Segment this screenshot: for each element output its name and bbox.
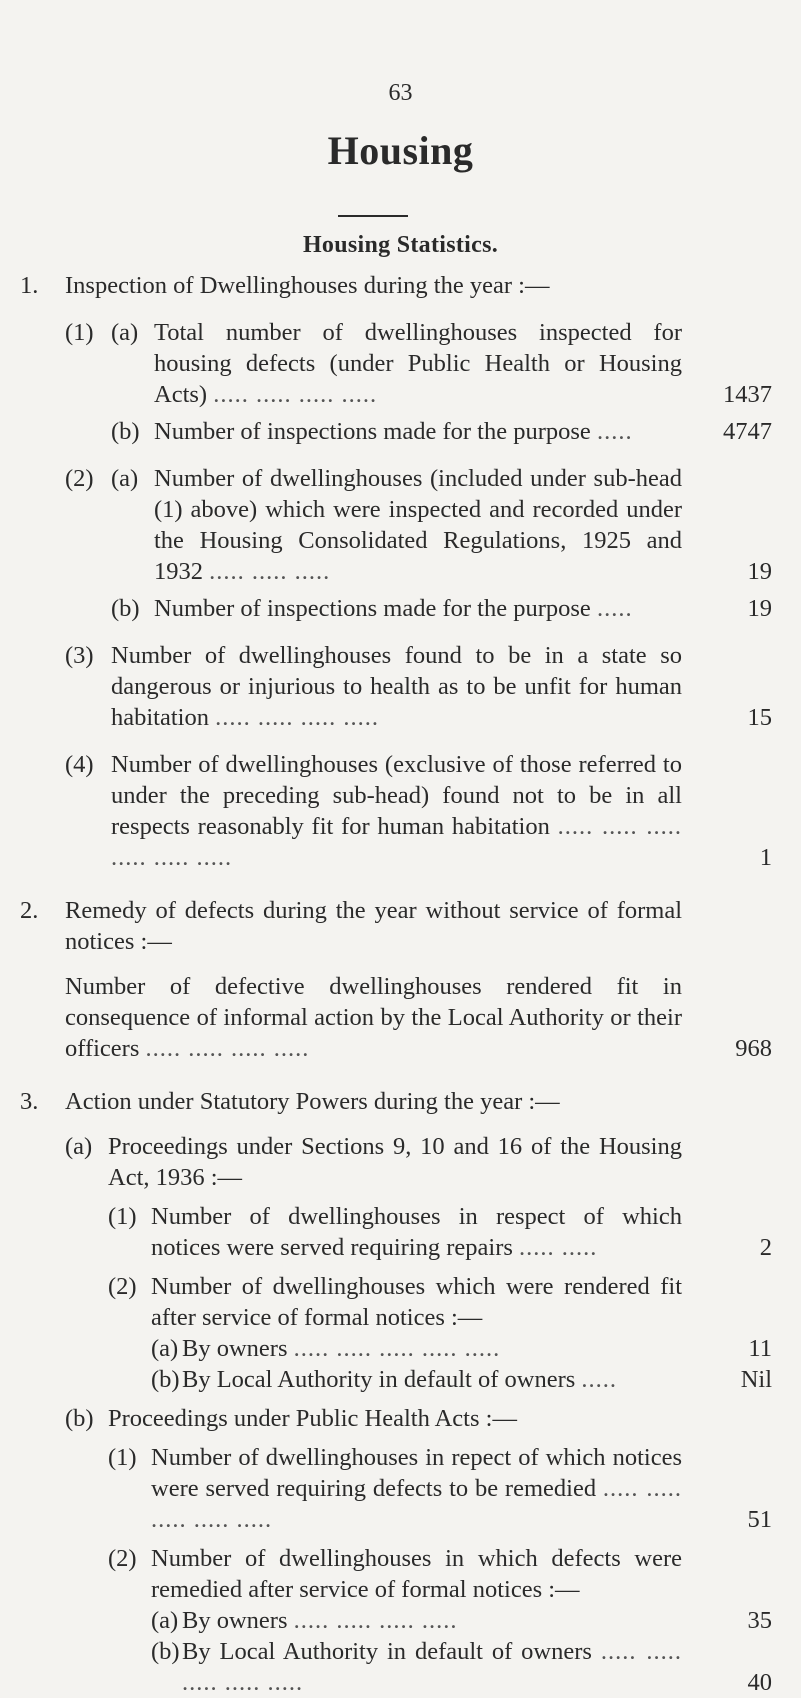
item-label: (a)	[151, 1607, 179, 1634]
item-heading: Number of dwellinghouses which were rendered fit after service of formal notices :—	[151, 1273, 682, 1331]
item-label: (b)	[111, 418, 140, 445]
section-heading: Inspection of Dwellinghouses during the year :—	[65, 272, 550, 299]
item-value: 4747	[723, 418, 772, 445]
item-row	[154, 593, 772, 624]
section-heading: Action under Statutory Powers during the year :—	[65, 1088, 560, 1115]
leader-dots: ..... ..... ..... .....	[215, 704, 379, 731]
item-label: (b)	[151, 1638, 180, 1665]
item-label: (1)	[108, 1444, 137, 1471]
item-text: Number of dwellinghouses in respect of which notices were served requiring repairs	[151, 1203, 682, 1261]
subsection-label: (2)	[65, 465, 94, 492]
item-value: 19	[747, 558, 772, 585]
item-row	[151, 1442, 772, 1535]
subsection-label: (4)	[65, 751, 94, 778]
item-1a	[111, 317, 772, 410]
subsection-2	[65, 463, 772, 624]
section-number: 1.	[20, 272, 39, 299]
item-value: 2	[759, 1234, 772, 1261]
subsection-label: (3)	[65, 642, 94, 669]
item-row	[111, 640, 772, 733]
item-text: By owners	[182, 1335, 288, 1362]
item-row	[154, 416, 772, 447]
item-value: 40	[747, 1669, 772, 1696]
subsection-public-health-acts	[65, 1403, 772, 1698]
item-heading: Number of dwellinghouses in which defects were remedied after service of formal notices :—	[151, 1545, 682, 1603]
item-rendered-fit	[108, 1271, 772, 1395]
leader-dots: .....	[581, 1366, 618, 1393]
leader-dots: ..... ..... ..... .....	[293, 1607, 458, 1634]
leader-dots: ..... ..... ..... ..... .....	[293, 1335, 501, 1362]
item-row	[182, 1636, 772, 1698]
subsection-label: (1)	[65, 319, 94, 346]
item-value: 1437	[723, 381, 772, 408]
leader-dots: ..... ..... ..... .....	[145, 1035, 310, 1062]
title-divider	[338, 215, 408, 217]
item-label: (2)	[108, 1273, 137, 1300]
section-statutory-action	[20, 1086, 772, 1698]
leader-dots: ..... .....	[519, 1234, 598, 1261]
item-value: 11	[748, 1335, 772, 1362]
item-value: 15	[747, 704, 772, 731]
subsection-label: (a)	[65, 1133, 93, 1160]
item-text: By Local Authority in default of owners	[182, 1366, 576, 1393]
section-inspection	[20, 270, 772, 873]
leader-dots: ..... ..... ..... ..... ..... .....	[111, 813, 683, 871]
subsection-heading: Proceedings under Public Health Acts :—	[108, 1405, 517, 1432]
leader-dots: ..... ..... ..... ..... .....	[182, 1638, 683, 1696]
item-label: (a)	[111, 465, 139, 492]
item-by-local-authority	[151, 1636, 772, 1698]
item-2a	[111, 463, 772, 587]
leader-dots: ..... ..... ..... ..... .....	[151, 1475, 683, 1533]
item-by-owners	[151, 1605, 772, 1636]
item-row	[154, 463, 772, 587]
item-text: Number of dwellinghouses (included under sub-head (1) above) which were inspected and recorded under the Housing Consolidated Regulations, 1925 and 1932	[154, 465, 682, 585]
item-by-owners	[151, 1333, 772, 1364]
item-text: Number of dwellinghouses found to be in a state so dangerous or injurious to health as to be unfit for human habitation	[111, 642, 682, 731]
page-number: 63	[388, 80, 413, 106]
item-label: (a)	[111, 319, 139, 346]
item-value: 19	[747, 595, 772, 622]
item-repairs-notices	[108, 1201, 772, 1263]
leader-dots: .....	[596, 595, 633, 622]
item-text: Number of inspections made for the purpose	[154, 595, 591, 622]
item-row	[154, 317, 772, 410]
page-title: Housing	[327, 128, 474, 173]
item-row	[182, 1605, 772, 1636]
section-number: 2.	[20, 897, 39, 924]
section-remedy	[20, 895, 772, 1064]
item-defects-remedied	[108, 1543, 772, 1698]
document-body	[20, 270, 772, 1698]
item-text: By Local Authority in default of owners	[182, 1638, 592, 1665]
subsection-1	[65, 317, 772, 447]
subsection-housing-act	[65, 1131, 772, 1395]
item-label: (b)	[151, 1366, 180, 1393]
item-text: By owners	[182, 1607, 288, 1634]
item-defects-notices	[108, 1442, 772, 1535]
item-by-local-authority	[151, 1364, 772, 1395]
item-text: Total number of dwellinghouses inspected for housing defects (under Public Health or Housing Acts)	[154, 319, 682, 408]
item-value: 35	[747, 1607, 772, 1634]
item-1b	[111, 416, 772, 447]
item-text: Number of dwellinghouses (exclusive of those referred to under the preceding sub-head) found not to be in all respects reasonably fit for human habitation	[111, 751, 682, 840]
item-row	[65, 971, 772, 1064]
item-row	[182, 1364, 772, 1395]
item-label: (b)	[111, 595, 140, 622]
subsection-heading: Proceedings under Sections 9, 10 and 16 of the Housing Act, 1936 :—	[108, 1133, 682, 1191]
item-text: Number of inspections made for the purpose	[154, 418, 591, 445]
subsection-3	[65, 640, 772, 733]
item-2b	[111, 593, 772, 624]
item-row	[111, 749, 772, 873]
item-label: (2)	[108, 1545, 137, 1572]
section-number: 3.	[20, 1088, 39, 1115]
item-row	[151, 1201, 772, 1263]
item-value: 968	[735, 1035, 772, 1062]
item-value: 1	[759, 844, 772, 871]
item-value: 51	[747, 1506, 772, 1533]
item-value: Nil	[740, 1366, 772, 1393]
item-label: (1)	[108, 1203, 137, 1230]
leader-dots: ..... ..... ..... .....	[213, 381, 378, 408]
item-text: Number of defective dwellinghouses rendered fit in consequence of informal action by the Local Authority or their officers	[65, 973, 682, 1062]
item-row	[182, 1333, 772, 1364]
subsection-4	[65, 749, 772, 873]
item-text: Number of dwellinghouses in repect of which notices were served requiring defects to be remedied	[151, 1444, 682, 1502]
item-label: (a)	[151, 1335, 179, 1362]
section-heading: Remedy of defects during the year without service of formal notices :—	[65, 897, 682, 955]
subsection-label: (b)	[65, 1405, 94, 1432]
leader-dots: .....	[596, 418, 633, 445]
leader-dots: ..... ..... .....	[209, 558, 331, 585]
page-subtitle: Housing Statistics.	[302, 232, 499, 258]
